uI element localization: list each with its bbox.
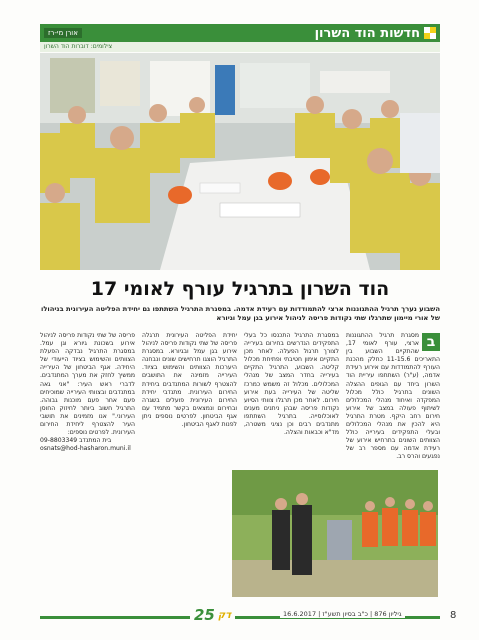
article-column-1 [346,332,440,470]
logo-icon [424,27,436,39]
section-header [40,24,440,42]
contact-phone: 09-8803349 בית המתנדב [40,437,112,445]
column-text: יחידת הפליטה העירונית תרגלה פריסה של שתי נקודות פריסה לניהול אירוע בגן עמל ובגיורא. במסגרת התרגיל הוצגו תרחישים שונים ונבחנה היערכות הצוותים והשימוש בציוד. העירייה מזמינה את התושבים להצטרף לשורות המתנדבים ביחידת החירום העירונית. מתנדבי יחידת החירום העירונית פועלים בשגרה ובחירום ונמצאים בקשר מתמיד עם אגף הביטחון. לפרטים נוספים ניתן לפנות לאגף הביטחון. [142,332,237,429]
column-text: במסגרת התרגיל התכנסו כל בעלי התפקידים הנדרשים בחירום בעירייה לצורך תרגול הפעלה. לאחר מכן התקיים אימון חטיבתי ופתיחת מכלול קליטה. השבוע, התרגיל התקיים בעירייה בחדר המצב של מנהלי המכלולים. מכלול זה משמש כמרכז שליטה של העירייה בעת אירוע חירום. לאחר מכן תרגלו צוותי הסיוע נקודות פריסה שבהן ניתנים מענים לאוכלוסייה. בתרגיל השתתפו מתנדבים רבים וכן נציגי משטרה, מד"א וכבאות והצלה. [244,332,339,437]
meeting-room-photo [40,53,440,270]
column-text: מסגרת תרגיל ההתגוננות ארצי, עורף לאומי 17, שהתקיים השבוע בין התאריכים 11-15.6 כחלק מהכנת העורף להתמודדות עם אירוע רעידת אדמה, (ע"ר) השתתפו עיריית הוד השרון ביחד עם הגופים ההצלה השונים בתרגיל כולל מכלול המפקדה ואיחוד מנהלי המכלולים לשיתוף פעולה במצב של אירוע חירום רחב היקף. מטרת התרגיל היא להכין את מנהלי המכלולים ובעלי התפקידים בעירייה כולל הצוותים השונים בתרחיש אירוע של רעידת אדמה עם מספר רב של נפגעים והרס רב. [346,332,440,461]
badge-number: 25 [194,606,215,624]
contact-email[interactable]: osnats@hod-hasharon.muni.il [40,445,131,453]
column-text: פריסה של שתי נקודות פריסה לניהול אירוע בשכונת גיורא וגן עמל. במסגרת התרגיל נבדקה הפעלת הצוותים והשימוש בציוד הייעודי של היחידה. אגף הביטחון של העירייה ממשיך לחזק את מערך המתנדבים. לדברי ראש העיר: "אני גאה במתנדבים ובצוותי העירייה שמוכיחים פעם אחר פעם מוכנות גבוהה. התרגיל חשוב ביותר לחיזוק החוסן העירוני." אנו מזמינים את תושבי העיר להצטרף ליחידת החירום העירונית. לפרטים נוספים: [40,332,135,437]
drop-cap: ב [422,333,440,351]
author-byline: אורן מי-רז [44,28,82,38]
field-exercise-photo [232,470,438,597]
outdoor-team-photo [232,470,438,597]
photo-credit: צילומים: דוברות הוד השרון [40,42,440,52]
article-headline: הוד השרון בתרגיל עורף לאומי 17 [90,278,390,300]
article-column-3 [142,332,237,602]
article-column-4 [40,332,135,602]
badge-brand: דק [217,609,232,621]
header-logo [315,26,436,41]
article-subhead: השבוע נערך תרגיל ההתגוננות ארצי להתמודדות עם רעידת אדמה. במסגרת התרגיל השתתפו גם יחידת הפליטה העירונית בניהולו של אורי מיימון שתרגלו שתי נקודות פריסה לניהול אירוע בגן עמל וגיורא [40,305,440,322]
page-number: 8 [450,610,457,621]
masthead-title: חדשות הוד השרון [314,25,420,41]
main-photo [40,53,440,270]
issue-info: גיליון 876 | כ"ב בסיון תשע"ז | 16.6.2017 [280,610,405,618]
anniversary-badge [190,605,235,625]
